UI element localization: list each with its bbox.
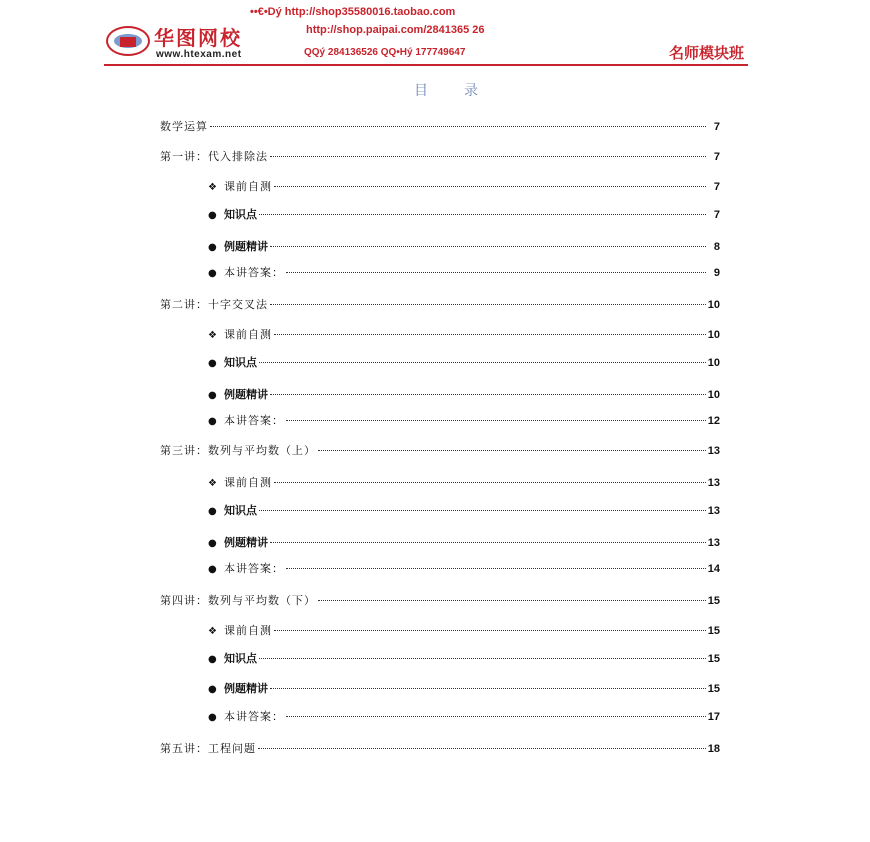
toc-entry-label: 课前自测 <box>224 624 272 637</box>
bullet-icon: ● <box>208 712 217 723</box>
dot-leader <box>270 394 706 395</box>
toc-page-number: 15 <box>707 683 720 695</box>
toc-entry-label: 本讲答案： <box>224 266 284 279</box>
toc-page-number: 18 <box>707 743 720 755</box>
toc-entry[interactable] <box>208 354 720 370</box>
toc-entry[interactable] <box>208 206 720 222</box>
dot-leader <box>274 482 706 483</box>
dot-leader <box>270 688 706 689</box>
toc-entry[interactable] <box>160 148 720 164</box>
diamond-bullet-icon: ❖ <box>208 182 217 193</box>
toc-page-number: 14 <box>707 563 720 575</box>
contact-line-2: http://shop.paipai.com/2841365 26 <box>306 24 485 36</box>
diamond-bullet-icon: ❖ <box>208 626 217 637</box>
toc-entry[interactable] <box>208 326 720 342</box>
dot-leader <box>259 214 706 215</box>
dot-leader <box>259 658 706 659</box>
bullet-icon: ● <box>208 268 217 279</box>
bullet-icon: ● <box>208 506 217 517</box>
toc-page-number: 7 <box>713 209 720 221</box>
dot-leader <box>210 126 706 127</box>
bullet-icon: ● <box>208 242 217 253</box>
dot-leader <box>270 246 706 247</box>
dot-leader <box>318 600 706 601</box>
dot-leader <box>259 510 706 511</box>
bullet-icon: ● <box>208 538 217 549</box>
bullet-icon: ● <box>208 564 217 575</box>
dot-leader <box>258 748 706 749</box>
toc-entry-label: 本讲答案： <box>224 562 284 575</box>
bullet-icon: ● <box>208 684 217 695</box>
toc-entry-label: 第三讲：数列与平均数（上） <box>160 444 316 457</box>
diamond-bullet-icon: ❖ <box>208 330 217 341</box>
banner-text: 名师模块班 <box>668 44 744 62</box>
dot-leader <box>259 362 706 363</box>
toc-page-number: 13 <box>707 477 720 489</box>
bullet-icon: ● <box>208 390 217 401</box>
dot-leader <box>274 334 706 335</box>
toc-entry-label: 例题精讲 <box>224 682 268 695</box>
toc-entry[interactable] <box>160 592 720 608</box>
toc-entry-label: 例题精讲 <box>224 388 268 401</box>
toc-entry[interactable] <box>208 502 720 518</box>
toc-entry-label: 例题精讲 <box>224 536 268 549</box>
bullet-icon: ● <box>208 654 217 665</box>
dot-leader <box>274 186 706 187</box>
toc-entry[interactable] <box>208 708 720 724</box>
toc-page-number: 10 <box>707 299 720 311</box>
toc-page-number: 12 <box>707 415 720 427</box>
contact-line-3: QQý 284136526 QQ•Hý 177749647 <box>304 47 466 58</box>
toc-entry[interactable] <box>208 238 720 254</box>
toc-page-number: 15 <box>707 625 720 637</box>
toc-page-number: 8 <box>713 241 720 253</box>
toc-entry[interactable] <box>208 560 720 576</box>
toc-entry-label: 例题精讲 <box>224 240 268 253</box>
bullet-icon: ● <box>208 358 217 369</box>
dot-leader <box>270 156 706 157</box>
page-header <box>104 0 748 68</box>
toc-entry[interactable] <box>208 680 720 696</box>
toc-entry[interactable] <box>208 650 720 666</box>
toc-entry-label: 本讲答案： <box>224 710 284 723</box>
toc-page-number: 7 <box>713 151 720 163</box>
toc-entry-label: 第一讲：代入排除法 <box>160 150 268 163</box>
dot-leader <box>286 420 706 421</box>
toc-page-number: 9 <box>713 267 720 279</box>
toc-entry[interactable] <box>208 474 720 490</box>
toc-page-number: 15 <box>707 595 720 607</box>
toc-entry-label: 课前自测 <box>224 476 272 489</box>
toc-entry[interactable] <box>160 442 720 458</box>
logo-seal-icon <box>106 26 150 56</box>
toc-entry-label: 知识点 <box>224 356 257 369</box>
toc-entry-label: 第五讲：工程问题 <box>160 742 256 755</box>
header-rule <box>104 64 748 66</box>
toc-entry-label: 知识点 <box>224 652 257 665</box>
toc-page-number: 7 <box>713 181 720 193</box>
toc-entry[interactable] <box>208 534 720 550</box>
dot-leader <box>286 716 706 717</box>
toc-entry[interactable] <box>208 264 720 280</box>
toc-entry[interactable] <box>208 412 720 428</box>
toc-page-number: 15 <box>707 653 720 665</box>
toc-page-number: 10 <box>707 357 720 369</box>
site-url: www.htexam.net <box>156 49 242 60</box>
dot-leader <box>318 450 706 451</box>
toc-entry-label: 第四讲：数列与平均数（下） <box>160 594 316 607</box>
toc-page-number: 10 <box>707 329 720 341</box>
dot-leader <box>270 304 706 305</box>
toc-entry[interactable] <box>160 118 720 134</box>
toc-entry-label: 课前自测 <box>224 328 272 341</box>
dot-leader <box>270 542 706 543</box>
toc-entry-label: 知识点 <box>224 208 257 221</box>
toc-entry[interactable] <box>208 386 720 402</box>
contact-line-1: ••€•Dý http://shop35580016.taobao.com <box>250 6 456 18</box>
toc-page-number: 13 <box>707 537 720 549</box>
toc-page-number: 13 <box>707 445 720 457</box>
toc-entry-label: 知识点 <box>224 504 257 517</box>
toc-entry[interactable] <box>208 178 720 194</box>
bullet-icon: ● <box>208 210 217 221</box>
dot-leader <box>274 630 706 631</box>
toc-entry[interactable] <box>160 740 720 756</box>
toc-entry-label: 第二讲：十字交叉法 <box>160 298 268 311</box>
toc-page-number: 13 <box>707 505 720 517</box>
toc-entry[interactable] <box>160 296 720 312</box>
dot-leader <box>286 272 706 273</box>
toc-page-number: 17 <box>707 711 720 723</box>
toc-title: 目录 <box>414 83 514 99</box>
toc-entry[interactable] <box>208 622 720 638</box>
toc-page-number: 10 <box>707 389 720 401</box>
brand-name: 华图网校 <box>154 26 242 50</box>
toc-entry-label: 数学运算 <box>160 120 208 133</box>
diamond-bullet-icon: ❖ <box>208 478 217 489</box>
toc-entry-label: 本讲答案： <box>224 414 284 427</box>
bullet-icon: ● <box>208 416 217 427</box>
dot-leader <box>286 568 706 569</box>
toc-page-number: 7 <box>713 121 720 133</box>
toc-entry-label: 课前自测 <box>224 180 272 193</box>
